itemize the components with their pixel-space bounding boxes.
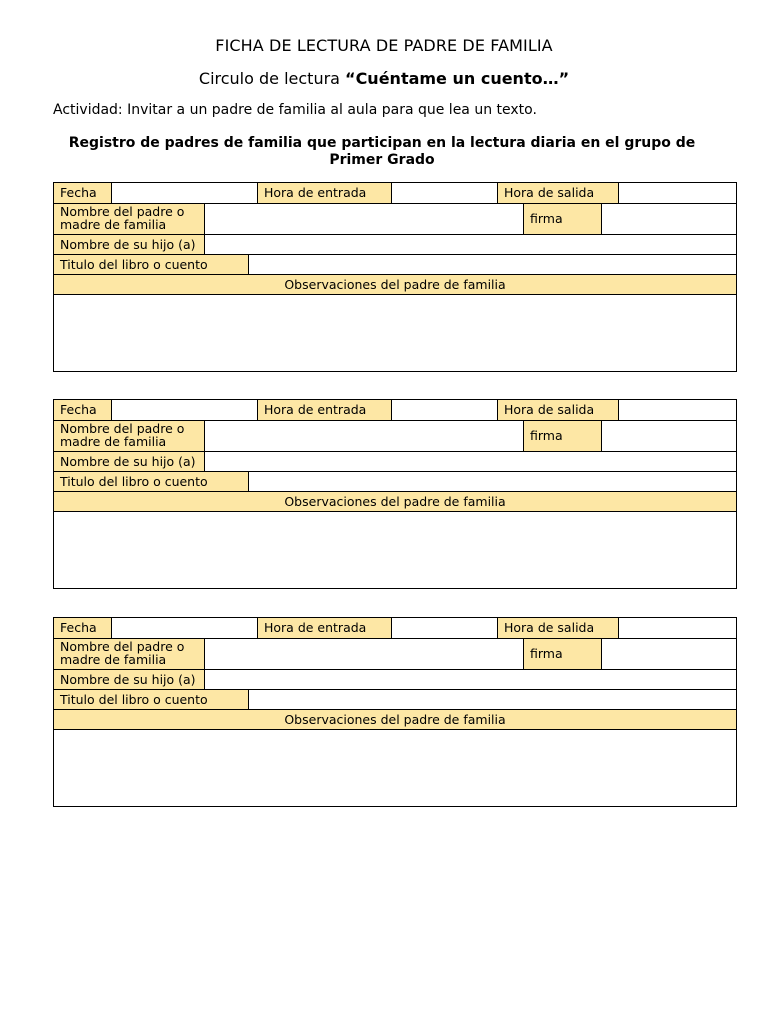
observaciones-field[interactable] xyxy=(54,295,736,371)
hora-salida-label: Hora de salida xyxy=(498,618,619,638)
document-title: FICHA DE LECTURA DE PADRE DE FAMILIA xyxy=(215,36,553,55)
fecha-label: Fecha xyxy=(54,400,112,420)
firma-label: firma xyxy=(524,421,602,451)
form-row-obs-header xyxy=(54,275,736,295)
titulo-libro-label: Titulo del libro o cuento xyxy=(54,255,249,274)
form-row-book xyxy=(54,472,736,492)
nombre-hijo-field[interactable] xyxy=(205,452,736,471)
form-row-parent xyxy=(54,421,736,452)
form-row-parent xyxy=(54,204,736,235)
nombre-hijo-field[interactable] xyxy=(205,670,736,689)
activity-text: Actividad: Invitar a un padre de familia al aula para que lea un texto. xyxy=(53,102,537,118)
nombre-padre-label-line2: madre de familia xyxy=(60,434,167,449)
nombre-padre-field[interactable] xyxy=(205,204,524,234)
parent-form-1 xyxy=(53,182,737,372)
nombre-padre-label-line2: madre de familia xyxy=(60,652,167,667)
fecha-field[interactable] xyxy=(112,618,258,638)
hora-entrada-label: Hora de entrada xyxy=(258,400,392,420)
observaciones-field[interactable] xyxy=(54,730,736,806)
firma-field[interactable] xyxy=(602,639,736,669)
observaciones-label: Observaciones del padre de familia xyxy=(54,492,736,511)
subtitle-prefix: Circulo de lectura xyxy=(198,69,346,88)
firma-label: firma xyxy=(524,639,602,669)
hora-salida-field[interactable] xyxy=(619,618,736,638)
nombre-padre-label xyxy=(54,421,205,451)
observaciones-field[interactable] xyxy=(54,512,736,588)
form-row-obs-header xyxy=(54,492,736,512)
hora-entrada-field[interactable] xyxy=(392,400,498,420)
nombre-padre-field[interactable] xyxy=(205,639,524,669)
nombre-padre-label-line1: Nombre del padre o xyxy=(60,204,185,219)
titulo-libro-field[interactable] xyxy=(249,690,736,709)
fecha-field[interactable] xyxy=(112,400,258,420)
fecha-label: Fecha xyxy=(54,618,112,638)
hora-entrada-label: Hora de entrada xyxy=(258,618,392,638)
form-row-child xyxy=(54,670,736,690)
observaciones-label: Observaciones del padre de familia xyxy=(54,710,736,729)
form-row-parent xyxy=(54,639,736,670)
nombre-padre-label xyxy=(54,204,205,234)
titulo-libro-field[interactable] xyxy=(249,255,736,274)
document-subtitle xyxy=(0,69,768,88)
hora-salida-field[interactable] xyxy=(619,400,736,420)
firma-field[interactable] xyxy=(602,421,736,451)
form-row-book xyxy=(54,255,736,275)
form-row-child xyxy=(54,452,736,472)
nombre-hijo-field[interactable] xyxy=(205,235,736,254)
subtitle-bold: “Cuéntame un cuento…” xyxy=(345,69,570,88)
hora-salida-label: Hora de salida xyxy=(498,400,619,420)
observaciones-label: Observaciones del padre de familia xyxy=(54,275,736,294)
firma-field[interactable] xyxy=(602,204,736,234)
parent-form-3 xyxy=(53,617,737,807)
form-row-times xyxy=(54,618,736,639)
hora-entrada-label: Hora de entrada xyxy=(258,183,392,203)
form-row-times xyxy=(54,183,736,204)
hora-salida-label: Hora de salida xyxy=(498,183,619,203)
nombre-padre-label-line1: Nombre del padre o xyxy=(60,639,185,654)
nombre-hijo-label: Nombre de su hijo (a) xyxy=(54,670,205,689)
titulo-libro-label: Titulo del libro o cuento xyxy=(54,690,249,709)
nombre-padre-label-line1: Nombre del padre o xyxy=(60,421,185,436)
fecha-label: Fecha xyxy=(54,183,112,203)
hora-entrada-field[interactable] xyxy=(392,183,498,203)
fecha-field[interactable] xyxy=(112,183,258,203)
form-row-times xyxy=(54,400,736,421)
form-row-obs-header xyxy=(54,710,736,730)
parent-form-2 xyxy=(53,399,737,589)
firma-label: firma xyxy=(524,204,602,234)
hora-salida-field[interactable] xyxy=(619,183,736,203)
titulo-libro-label: Titulo del libro o cuento xyxy=(54,472,249,491)
nombre-padre-field[interactable] xyxy=(205,421,524,451)
form-row-child xyxy=(54,235,736,255)
titulo-libro-field[interactable] xyxy=(249,472,736,491)
form-row-book xyxy=(54,690,736,710)
hora-entrada-field[interactable] xyxy=(392,618,498,638)
nombre-padre-label xyxy=(54,639,205,669)
nombre-hijo-label: Nombre de su hijo (a) xyxy=(54,452,205,471)
nombre-hijo-label: Nombre de su hijo (a) xyxy=(54,235,205,254)
register-heading: Registro de padres de familia que participan en la lectura diaria en el grupo de Primer Grado xyxy=(68,135,696,168)
nombre-padre-label-line2: madre de familia xyxy=(60,217,167,232)
